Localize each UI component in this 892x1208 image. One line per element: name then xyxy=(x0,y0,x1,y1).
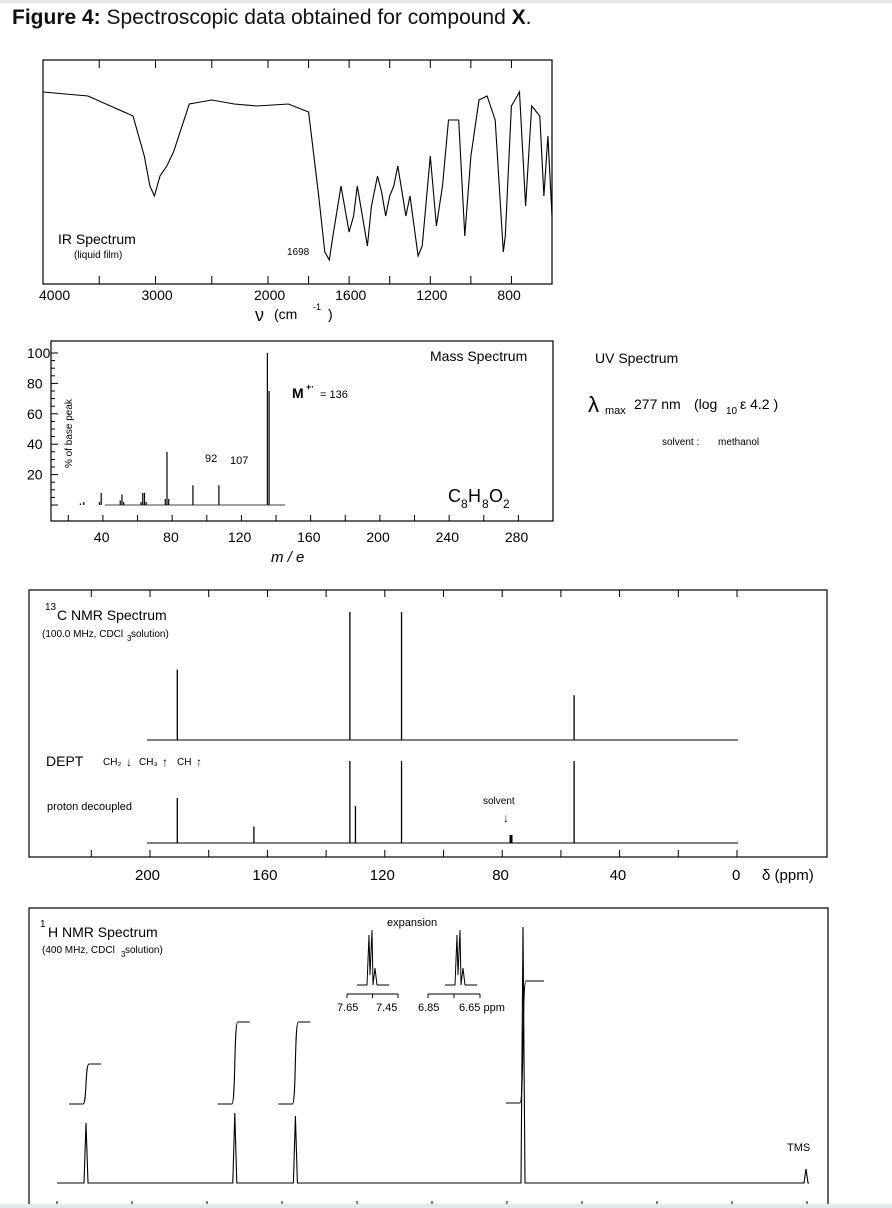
c13-conditions-b: solution) xyxy=(131,629,169,640)
ms-ylabel-80: 80 xyxy=(27,375,43,392)
ms-molion-sup: +· xyxy=(306,382,315,392)
uv-log-open: (log xyxy=(694,396,718,412)
uv-solvent-label: solvent : xyxy=(662,437,700,448)
ir-xtick-3000: 3000 xyxy=(141,287,173,303)
integral-step-9.87 xyxy=(69,1064,101,1104)
c13-xlabel-0: 0 xyxy=(732,867,741,884)
exp-tick-3: 6.85 xyxy=(418,1002,440,1014)
figure-caption: Spectroscopic data obtained for compound xyxy=(106,6,506,29)
solvent-label: solvent xyxy=(483,796,515,807)
ir-peak-label: 1698 xyxy=(287,247,310,258)
uv-value: 277 nm xyxy=(634,396,681,412)
c13-title: C NMR Spectrum xyxy=(57,607,167,623)
h1-expansion xyxy=(347,930,480,998)
ms-xlabel-280: 280 xyxy=(504,529,529,545)
ms-ylabel-100: 100 xyxy=(27,345,51,361)
ms-ylabel: % of base peak xyxy=(64,399,75,468)
dept-ch2: CH₂ xyxy=(103,757,122,768)
dept-label: DEPT xyxy=(46,753,84,769)
c13-xlabels xyxy=(135,867,740,884)
ms-ylabels xyxy=(27,345,51,483)
uv-lambda: λ xyxy=(588,392,599,417)
c13-dept-peaks xyxy=(177,612,574,740)
ir-xtick-800: 800 xyxy=(497,287,521,303)
c13-ticks xyxy=(91,590,737,857)
c13-sup: 13 xyxy=(45,602,57,613)
ms-peak-92: 92 xyxy=(205,453,218,465)
exp-tick-4: 6.65 ppm xyxy=(459,1002,505,1014)
decoupled-label: proton decoupled xyxy=(47,801,133,813)
c13-xlabel-160: 160 xyxy=(252,867,278,884)
solvent-arrow: ↓ xyxy=(503,811,509,825)
dept-ch3-arrow: ↑ xyxy=(162,755,168,769)
uv-spectrum xyxy=(588,350,778,448)
ir-xtick-2000: 2000 xyxy=(254,287,286,303)
c13-xlabel-80: 80 xyxy=(492,867,509,884)
bottom-border xyxy=(0,1204,892,1208)
ir-spectrum xyxy=(39,60,552,325)
ir-xlabel-unit: (cm xyxy=(274,306,298,322)
ms-xlabels xyxy=(94,529,529,545)
h1-title: H NMR Spectrum xyxy=(48,924,158,940)
uv-lambda-sub: max xyxy=(605,405,626,417)
formula-h-n: 8 xyxy=(482,497,489,511)
ms-ylabel-40: 40 xyxy=(27,436,43,453)
formula-h: H xyxy=(468,486,481,506)
ms-xlabel-160: 160 xyxy=(297,529,321,545)
h1-conditions-sub: 3 xyxy=(121,950,126,959)
dept-ch3: CH₃ xyxy=(139,757,158,768)
exp-tick-2: 7.45 xyxy=(376,1002,398,1014)
formula-o-n: 2 xyxy=(503,497,510,511)
ir-subtitle: (liquid film) xyxy=(74,250,123,261)
ms-molion-label: M xyxy=(292,385,304,401)
formula-o: O xyxy=(489,486,504,506)
dept-ch: CH xyxy=(177,757,192,768)
c13-axis-label: δ (ppm) xyxy=(762,867,814,884)
h1-trace xyxy=(57,927,809,1183)
tms-label: TMS xyxy=(787,1142,811,1154)
uv-log-sub: 10 xyxy=(726,406,738,417)
integral-step-7 xyxy=(278,1022,310,1104)
h1-nmr xyxy=(29,908,828,1208)
integral-step-3.88 xyxy=(506,981,544,1103)
ir-xlabel-nu: ν xyxy=(255,305,264,325)
ir-xlabel-close: ) xyxy=(328,306,333,322)
uv-log-eps: ε 4.2 ) xyxy=(740,396,779,412)
ms-xlabel-80: 80 xyxy=(163,529,179,545)
integral-step-7.83 xyxy=(218,1022,250,1104)
ms-xlabel-40: 40 xyxy=(93,529,110,545)
dept-ch-arrow: ↑ xyxy=(196,755,202,769)
h1-sup: 1 xyxy=(40,919,46,930)
h1-expansion-label: expansion xyxy=(387,917,438,929)
h1-integrals xyxy=(69,981,544,1104)
uv-title: UV Spectrum xyxy=(595,350,679,366)
ms-peak-107: 107 xyxy=(230,455,249,467)
c13-xlabel-40: 40 xyxy=(609,867,627,884)
ms-title: Mass Spectrum xyxy=(430,348,528,364)
c13-nmr xyxy=(29,590,827,884)
dept-ch2-arrow: ↓ xyxy=(126,755,132,769)
c13-conditions-a: (100.0 MHz, CDCl xyxy=(42,629,124,640)
figure-compound: X xyxy=(511,6,526,29)
ir-xtick-1200: 1200 xyxy=(416,287,448,303)
ir-xlabel-exp: -1 xyxy=(313,302,322,312)
figure-end: . xyxy=(525,6,532,29)
c13-conditions-sub: 3 xyxy=(127,634,132,643)
ms-xlabel-120: 120 xyxy=(227,529,252,545)
ir-title: IR Spectrum xyxy=(58,231,136,247)
h1-conditions-a: (400 MHz, CDCl xyxy=(42,945,115,956)
ms-xlabel-200: 200 xyxy=(366,529,390,545)
figure-label: Figure 4: xyxy=(12,6,101,29)
uv-solvent: methanol xyxy=(718,437,760,448)
ms-xlabel-240: 240 xyxy=(435,529,459,545)
exp-tick-1: 7.65 xyxy=(337,1002,359,1014)
formula-c: C xyxy=(448,486,461,506)
ms-ylabel-20: 20 xyxy=(27,466,43,483)
mass-spectrum xyxy=(27,341,553,566)
h1-conditions-b: solution) xyxy=(125,945,163,956)
c13-xlabel-120: 120 xyxy=(369,867,395,884)
ms-bars xyxy=(80,353,285,505)
formula-c-n: 8 xyxy=(461,497,468,511)
ms-formula xyxy=(448,486,510,511)
ms-ylabel-60: 60 xyxy=(27,405,43,422)
expansion-multiplet xyxy=(445,930,477,985)
ir-xtick-4000: 4000 xyxy=(39,287,71,303)
ms-xlabel: m / e xyxy=(271,549,305,566)
ms-molion-value: = 136 xyxy=(320,389,348,401)
expansion-multiplet xyxy=(357,930,389,985)
c13-xlabel-200: 200 xyxy=(135,867,161,884)
ir-xtick-1600: 1600 xyxy=(335,287,367,303)
ir-xlabels xyxy=(39,287,521,303)
